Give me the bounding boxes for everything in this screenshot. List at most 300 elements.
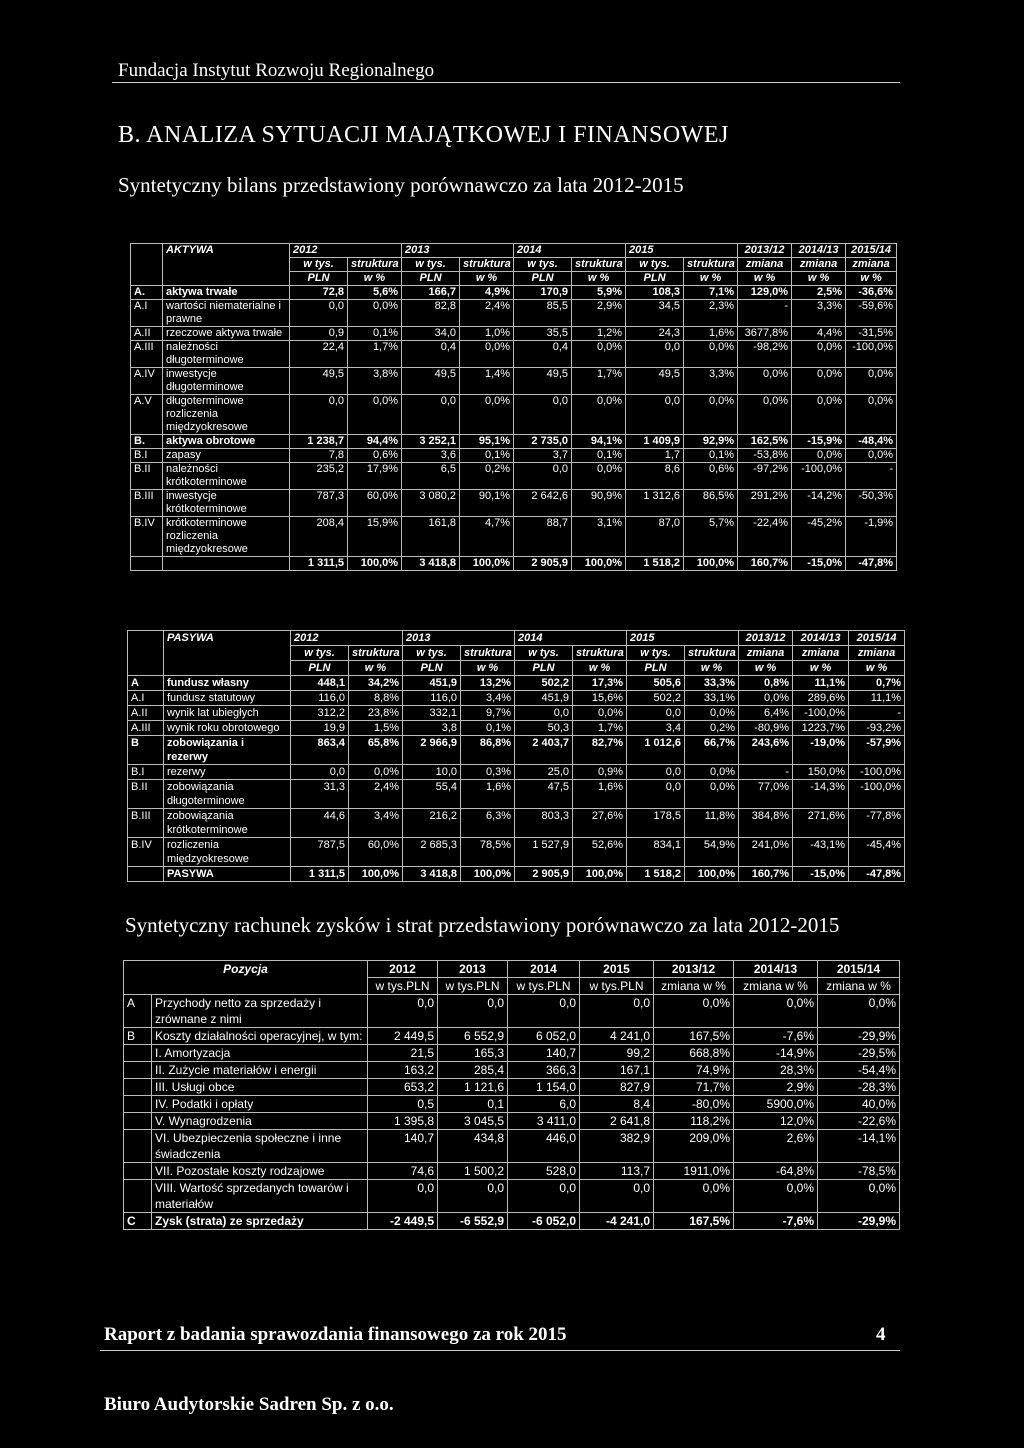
subheader-cell: w tys.PLN xyxy=(438,978,508,995)
aktywa-body xyxy=(131,244,897,571)
year-header: 2014 xyxy=(514,244,626,258)
value-cell: -36,6% xyxy=(846,286,897,300)
row-code: A.V xyxy=(131,395,163,435)
value-cell: 0,4 xyxy=(402,341,460,368)
value-cell: 90,1% xyxy=(460,490,514,517)
value-cell: 71,7% xyxy=(654,1079,734,1096)
value-cell: 1 312,6 xyxy=(626,490,684,517)
value-cell: 15,9% xyxy=(348,517,402,557)
value-cell: 0,5 xyxy=(368,1096,438,1113)
value-cell: 451,9 xyxy=(515,691,573,706)
subheader-cell: PLN xyxy=(291,661,349,676)
value-cell: 0,0 xyxy=(580,995,654,1028)
table-row xyxy=(128,706,905,721)
row-code xyxy=(124,1079,152,1096)
row-label: III. Usługi obce xyxy=(152,1079,368,1096)
value-cell: 23,8% xyxy=(349,706,403,721)
total-row xyxy=(131,557,897,571)
value-cell: 0,0% xyxy=(654,1180,734,1213)
value-cell: - xyxy=(738,300,792,327)
table-title: AKTYWA xyxy=(163,244,290,286)
value-cell: -6 552,9 xyxy=(438,1213,508,1230)
subheader-cell: zmiana xyxy=(738,258,792,272)
value-cell: 11,1% xyxy=(849,691,905,706)
value-cell: 92,9% xyxy=(684,435,738,449)
value-cell: 1 527,9 xyxy=(515,838,573,867)
footer-rule xyxy=(100,1350,900,1351)
value-cell: 3 080,2 xyxy=(402,490,460,517)
value-cell: 65,8% xyxy=(349,736,403,765)
value-cell: -100,0% xyxy=(849,765,905,780)
value-cell: 34,0 xyxy=(402,327,460,341)
value-cell: 209,0% xyxy=(654,1130,734,1163)
value-cell: -97,2% xyxy=(738,463,792,490)
row-code: B. xyxy=(131,435,163,449)
header-row xyxy=(128,631,905,646)
rzis-title: Syntetyczny rachunek zysków i strat przedstawiony porównawczo za lata 2012-2015 xyxy=(125,913,840,937)
value-cell: 8,4 xyxy=(580,1096,654,1113)
value-cell: 384,8% xyxy=(739,809,793,838)
row-code: B.II xyxy=(131,463,163,490)
subheader-cell: w % xyxy=(573,661,627,676)
subheader-cell: w % xyxy=(738,272,792,286)
value-cell: -6 052,0 xyxy=(508,1213,580,1230)
value-cell: 52,6% xyxy=(573,838,627,867)
value-cell: 166,7 xyxy=(402,286,460,300)
value-cell: 0,0% xyxy=(792,395,846,435)
value-cell: 1,6% xyxy=(573,780,627,809)
value-cell: 4,7% xyxy=(460,517,514,557)
rzis-table xyxy=(123,960,900,1230)
subheader-cell: zmiana w % xyxy=(654,978,734,995)
value-cell: 0,0% xyxy=(818,1180,900,1213)
row-code: B.IV xyxy=(128,838,164,867)
value-cell: 528,0 xyxy=(508,1163,580,1180)
value-cell: 49,5 xyxy=(514,368,572,395)
year-header: 2013/12 xyxy=(654,961,734,978)
header-rule xyxy=(112,82,900,83)
value-cell: -98,2% xyxy=(738,341,792,368)
value-cell: 0,0% xyxy=(348,300,402,327)
row-label: fundusz statutowy xyxy=(164,691,291,706)
value-cell: -14,2% xyxy=(792,490,846,517)
value-cell: 113,7 xyxy=(580,1163,654,1180)
value-cell: 19,9 xyxy=(291,721,349,736)
total-cell: 100,0% xyxy=(684,557,738,571)
value-cell: 35,5 xyxy=(514,327,572,341)
value-cell: 0,0 xyxy=(626,341,684,368)
value-cell: -45,4% xyxy=(849,838,905,867)
value-cell: -2 449,5 xyxy=(368,1213,438,1230)
header-row xyxy=(124,961,900,978)
subheader-cell: w tys. xyxy=(626,258,684,272)
value-cell: 2 449,5 xyxy=(368,1028,438,1045)
total-cell: 160,7% xyxy=(739,867,793,882)
value-cell: 0,0% xyxy=(654,995,734,1028)
table-row xyxy=(124,1113,900,1130)
year-header: 2012 xyxy=(368,961,438,978)
value-cell: 0,0% xyxy=(738,368,792,395)
value-cell: 1,5% xyxy=(349,721,403,736)
value-cell: -15,9% xyxy=(792,435,846,449)
row-code: B.III xyxy=(128,809,164,838)
value-cell: 5,6% xyxy=(348,286,402,300)
total-cell: 3 418,8 xyxy=(402,557,460,571)
value-cell: 88,7 xyxy=(514,517,572,557)
value-cell: -53,8% xyxy=(738,449,792,463)
year-header: 2014 xyxy=(508,961,580,978)
value-cell: -22,6% xyxy=(818,1113,900,1130)
table-row xyxy=(131,327,897,341)
value-cell: 86,8% xyxy=(461,736,515,765)
value-cell: 3 045,5 xyxy=(438,1113,508,1130)
total-code xyxy=(128,867,164,882)
value-cell: 87,0 xyxy=(626,517,684,557)
value-cell: 99,2 xyxy=(580,1045,654,1062)
value-cell: 1,6% xyxy=(461,780,515,809)
value-cell: 1,6% xyxy=(684,327,738,341)
value-cell: 60,0% xyxy=(349,838,403,867)
year-header: 2014/13 xyxy=(734,961,818,978)
value-cell: 12,0% xyxy=(734,1113,818,1130)
value-cell: 216,2 xyxy=(403,809,461,838)
value-cell: 10,0 xyxy=(403,765,461,780)
value-cell: 116,0 xyxy=(403,691,461,706)
total-cell: -15,0% xyxy=(792,557,846,571)
row-code: B.IV xyxy=(131,517,163,557)
row-code: B.I xyxy=(131,449,163,463)
row-label: VIII. Wartość sprzedanych towarów i materiałów xyxy=(152,1180,368,1213)
value-cell: 2,9% xyxy=(572,300,626,327)
value-cell: 289,6% xyxy=(793,691,849,706)
value-cell: 434,8 xyxy=(438,1130,508,1163)
row-label: należności długoterminowe xyxy=(163,341,290,368)
value-cell: 0,0% xyxy=(739,691,793,706)
value-cell: 3,8% xyxy=(348,368,402,395)
total-cell: 3 418,8 xyxy=(403,867,461,882)
value-cell: 834,1 xyxy=(627,838,685,867)
change-header: 2013/12 xyxy=(738,244,792,258)
value-cell: 0,1% xyxy=(460,449,514,463)
value-cell: -100,0% xyxy=(792,463,846,490)
value-cell: 6 552,9 xyxy=(438,1028,508,1045)
value-cell: 140,7 xyxy=(368,1130,438,1163)
value-cell: 7,8 xyxy=(290,449,348,463)
value-cell: -57,9% xyxy=(849,736,905,765)
total-cell: 2 905,9 xyxy=(514,557,572,571)
year-header: 2015 xyxy=(627,631,739,646)
value-cell: 49,5 xyxy=(290,368,348,395)
value-cell: 17,9% xyxy=(348,463,402,490)
value-cell: 0,3% xyxy=(461,765,515,780)
value-cell: 2,5% xyxy=(792,286,846,300)
value-cell: 66,7% xyxy=(685,736,739,765)
value-cell: 208,4 xyxy=(290,517,348,557)
subheader-cell: w % xyxy=(460,272,514,286)
table-row xyxy=(124,1045,900,1062)
row-code: A.II xyxy=(128,706,164,721)
value-cell: 1,0% xyxy=(460,327,514,341)
value-cell: 3 252,1 xyxy=(402,435,460,449)
value-cell: -29,9% xyxy=(818,1213,900,1230)
value-cell: 0,0 xyxy=(508,1180,580,1213)
row-label: zapasy xyxy=(163,449,290,463)
value-cell: 0,2% xyxy=(685,721,739,736)
subheader-cell: w % xyxy=(684,272,738,286)
row-code xyxy=(124,1062,152,1079)
value-cell: 0,6% xyxy=(348,449,402,463)
value-cell: 1,4% xyxy=(460,368,514,395)
value-cell: 366,3 xyxy=(508,1062,580,1079)
value-cell: 0,0% xyxy=(460,341,514,368)
value-cell: 2,4% xyxy=(349,780,403,809)
value-cell: 7,1% xyxy=(684,286,738,300)
value-cell: 271,6% xyxy=(793,809,849,838)
subheader-cell: zmiana xyxy=(849,646,905,661)
value-cell: 2,9% xyxy=(734,1079,818,1096)
value-cell: 2,4% xyxy=(460,300,514,327)
table-row xyxy=(131,517,897,557)
value-cell: -29,5% xyxy=(818,1045,900,1062)
table-row xyxy=(131,341,897,368)
row-label: zobowiązania krótkoterminowe xyxy=(164,809,291,838)
value-cell: 1 121,6 xyxy=(438,1079,508,1096)
value-cell: 1 500,2 xyxy=(438,1163,508,1180)
value-cell: 787,3 xyxy=(290,490,348,517)
value-cell: 3,8 xyxy=(403,721,461,736)
value-cell: 0,0 xyxy=(438,995,508,1028)
value-cell: 2 735,0 xyxy=(514,435,572,449)
row-label: Przychody netto za sprzedaży i zrównane z nimi xyxy=(152,995,368,1028)
value-cell: 49,5 xyxy=(626,368,684,395)
value-cell: 2,6% xyxy=(734,1130,818,1163)
value-cell: 803,3 xyxy=(515,809,573,838)
value-cell: 47,5 xyxy=(515,780,573,809)
value-cell: -93,2% xyxy=(849,721,905,736)
value-cell: 22,4 xyxy=(290,341,348,368)
value-cell: 78,5% xyxy=(461,838,515,867)
value-cell: 3,4% xyxy=(461,691,515,706)
total-row xyxy=(128,867,905,882)
value-cell: 243,6% xyxy=(739,736,793,765)
total-cell: 100,0% xyxy=(460,557,514,571)
table-row xyxy=(124,1163,900,1180)
row-label: zobowiązania długoterminowe xyxy=(164,780,291,809)
value-cell: 0,0% xyxy=(734,1180,818,1213)
value-cell: 13,2% xyxy=(461,676,515,691)
value-cell: 1 409,9 xyxy=(626,435,684,449)
value-cell: 291,2% xyxy=(738,490,792,517)
value-cell: -48,4% xyxy=(846,435,897,449)
value-cell: -54,4% xyxy=(818,1062,900,1079)
value-cell: 6 052,0 xyxy=(508,1028,580,1045)
table-row xyxy=(124,1079,900,1096)
row-code: B.I xyxy=(128,765,164,780)
value-cell: 3,4 xyxy=(627,721,685,736)
year-header: 2013 xyxy=(403,631,515,646)
total-cell: 1 518,2 xyxy=(626,557,684,571)
value-cell: 94,4% xyxy=(348,435,402,449)
subheader-cell: struktura xyxy=(348,258,402,272)
value-cell: 129,0% xyxy=(738,286,792,300)
value-cell: -28,3% xyxy=(818,1079,900,1096)
value-cell: 34,2% xyxy=(349,676,403,691)
row-code xyxy=(124,1113,152,1130)
value-cell: 0,0% xyxy=(685,706,739,721)
value-cell: 44,6 xyxy=(291,809,349,838)
row-label: krótkoterminowe rozliczenia międzyokresowe xyxy=(163,517,290,557)
value-cell: 2 966,9 xyxy=(403,736,461,765)
value-cell: 33,3% xyxy=(685,676,739,691)
subheader-cell: PLN xyxy=(403,661,461,676)
value-cell: 241,0% xyxy=(739,838,793,867)
subheader-cell: w tys. xyxy=(290,258,348,272)
value-cell: 161,8 xyxy=(402,517,460,557)
value-cell: -1,9% xyxy=(846,517,897,557)
value-cell: 502,2 xyxy=(515,676,573,691)
subheader-cell: w % xyxy=(792,272,846,286)
value-cell: 60,0% xyxy=(348,490,402,517)
value-cell: 235,2 xyxy=(290,463,348,490)
subheader-cell: w tys. xyxy=(403,646,461,661)
value-cell: 0,0 xyxy=(627,706,685,721)
value-cell: 2 685,3 xyxy=(403,838,461,867)
total-cell: -47,8% xyxy=(849,867,905,882)
value-cell: 2,3% xyxy=(684,300,738,327)
value-cell: 165,3 xyxy=(438,1045,508,1062)
subheader-cell: w % xyxy=(846,272,897,286)
value-cell: 0,0% xyxy=(684,341,738,368)
value-cell: 50,3 xyxy=(515,721,573,736)
value-cell: 5,7% xyxy=(684,517,738,557)
subheader-cell: zmiana xyxy=(793,646,849,661)
subheader-cell: w tys. xyxy=(402,258,460,272)
value-cell: 0,0 xyxy=(290,300,348,327)
row-code: A.I xyxy=(131,300,163,327)
header-row xyxy=(131,244,897,258)
row-code xyxy=(124,1045,152,1062)
value-cell: -80,9% xyxy=(739,721,793,736)
value-cell: 0,0 xyxy=(514,463,572,490)
value-cell: 0,0% xyxy=(792,449,846,463)
value-cell: 163,2 xyxy=(368,1062,438,1079)
row-label: VII. Pozostałe koszty rodzajowe xyxy=(152,1163,368,1180)
row-code: A.III xyxy=(128,721,164,736)
change-header: 2013/12 xyxy=(739,631,793,646)
value-cell: 8,6 xyxy=(626,463,684,490)
value-cell: 0,0% xyxy=(818,995,900,1028)
value-cell: 162,5% xyxy=(738,435,792,449)
row-code: B xyxy=(124,1028,152,1045)
subheader-cell: struktura xyxy=(460,258,514,272)
table-row xyxy=(128,676,905,691)
value-cell: 0,0 xyxy=(508,995,580,1028)
table-row xyxy=(131,449,897,463)
value-cell: 108,3 xyxy=(626,286,684,300)
subheader-cell: w % xyxy=(685,661,739,676)
value-cell: 167,5% xyxy=(654,1213,734,1230)
value-cell: -14,1% xyxy=(818,1130,900,1163)
total-cell: 160,7% xyxy=(738,557,792,571)
value-cell: 82,8 xyxy=(402,300,460,327)
row-code: B.II xyxy=(128,780,164,809)
value-cell: 787,5 xyxy=(291,838,349,867)
row-label: I. Amortyzacja xyxy=(152,1045,368,1062)
row-code: A. xyxy=(131,286,163,300)
value-cell: 116,0 xyxy=(291,691,349,706)
table-row xyxy=(124,1096,900,1113)
corner-cell xyxy=(128,631,164,676)
value-cell: 0,9 xyxy=(290,327,348,341)
subheader-cell: zmiana w % xyxy=(734,978,818,995)
change-header: 2015/14 xyxy=(846,244,897,258)
value-cell: 6,0 xyxy=(508,1096,580,1113)
row-label: fundusz własny xyxy=(164,676,291,691)
value-cell: 0,0% xyxy=(572,395,626,435)
value-cell: 0,0% xyxy=(846,368,897,395)
value-cell: 1,7% xyxy=(573,721,627,736)
value-cell: 0,1 xyxy=(438,1096,508,1113)
total-cell: 1 311,5 xyxy=(290,557,348,571)
year-header: 2013 xyxy=(438,961,508,978)
subheader-cell: w % xyxy=(461,661,515,676)
value-cell: 24,3 xyxy=(626,327,684,341)
value-cell: 5,9% xyxy=(572,286,626,300)
row-label: inwestycje krótkoterminowe xyxy=(163,490,290,517)
table-row xyxy=(131,463,897,490)
value-cell: 1,7% xyxy=(572,368,626,395)
value-cell: 49,5 xyxy=(402,368,460,395)
value-cell: 0,0% xyxy=(846,395,897,435)
value-cell: 6,5 xyxy=(402,463,460,490)
subheader-cell: PLN xyxy=(515,661,573,676)
value-cell: 90,9% xyxy=(572,490,626,517)
value-cell: 170,9 xyxy=(514,286,572,300)
table-row xyxy=(131,368,897,395)
bilans-title: Syntetyczny bilans przedstawiony porównawczo za lata 2012-2015 xyxy=(118,173,684,197)
value-cell: -4 241,0 xyxy=(580,1213,654,1230)
value-cell: 451,9 xyxy=(403,676,461,691)
value-cell: - xyxy=(849,706,905,721)
table-row xyxy=(128,780,905,809)
table-row xyxy=(131,286,897,300)
table-row xyxy=(131,395,897,435)
row-label: V. Wynagrodzenia xyxy=(152,1113,368,1130)
row-code: A.IV xyxy=(131,368,163,395)
table-row xyxy=(131,300,897,327)
value-cell: 0,0 xyxy=(515,706,573,721)
value-cell: 0,4 xyxy=(514,341,572,368)
year-header: 2015 xyxy=(626,244,738,258)
value-cell: 3,6 xyxy=(402,449,460,463)
table-row xyxy=(128,765,905,780)
row-code: A.III xyxy=(131,341,163,368)
year-header: 2013 xyxy=(402,244,514,258)
value-cell: 72,8 xyxy=(290,286,348,300)
year-header: 2015 xyxy=(580,961,654,978)
table-row xyxy=(128,809,905,838)
value-cell: 1 238,7 xyxy=(290,435,348,449)
row-code xyxy=(124,1180,152,1213)
total-cell: 2 905,9 xyxy=(515,867,573,882)
subheader-cell: w tys. xyxy=(291,646,349,661)
value-cell: 0,6% xyxy=(684,463,738,490)
row-label: IV. Podatki i opłaty xyxy=(152,1096,368,1113)
row-label: aktywa trwałe xyxy=(163,286,290,300)
total-cell: 1 311,5 xyxy=(291,867,349,882)
value-cell: 2 642,6 xyxy=(514,490,572,517)
subheader-cell: zmiana xyxy=(739,646,793,661)
